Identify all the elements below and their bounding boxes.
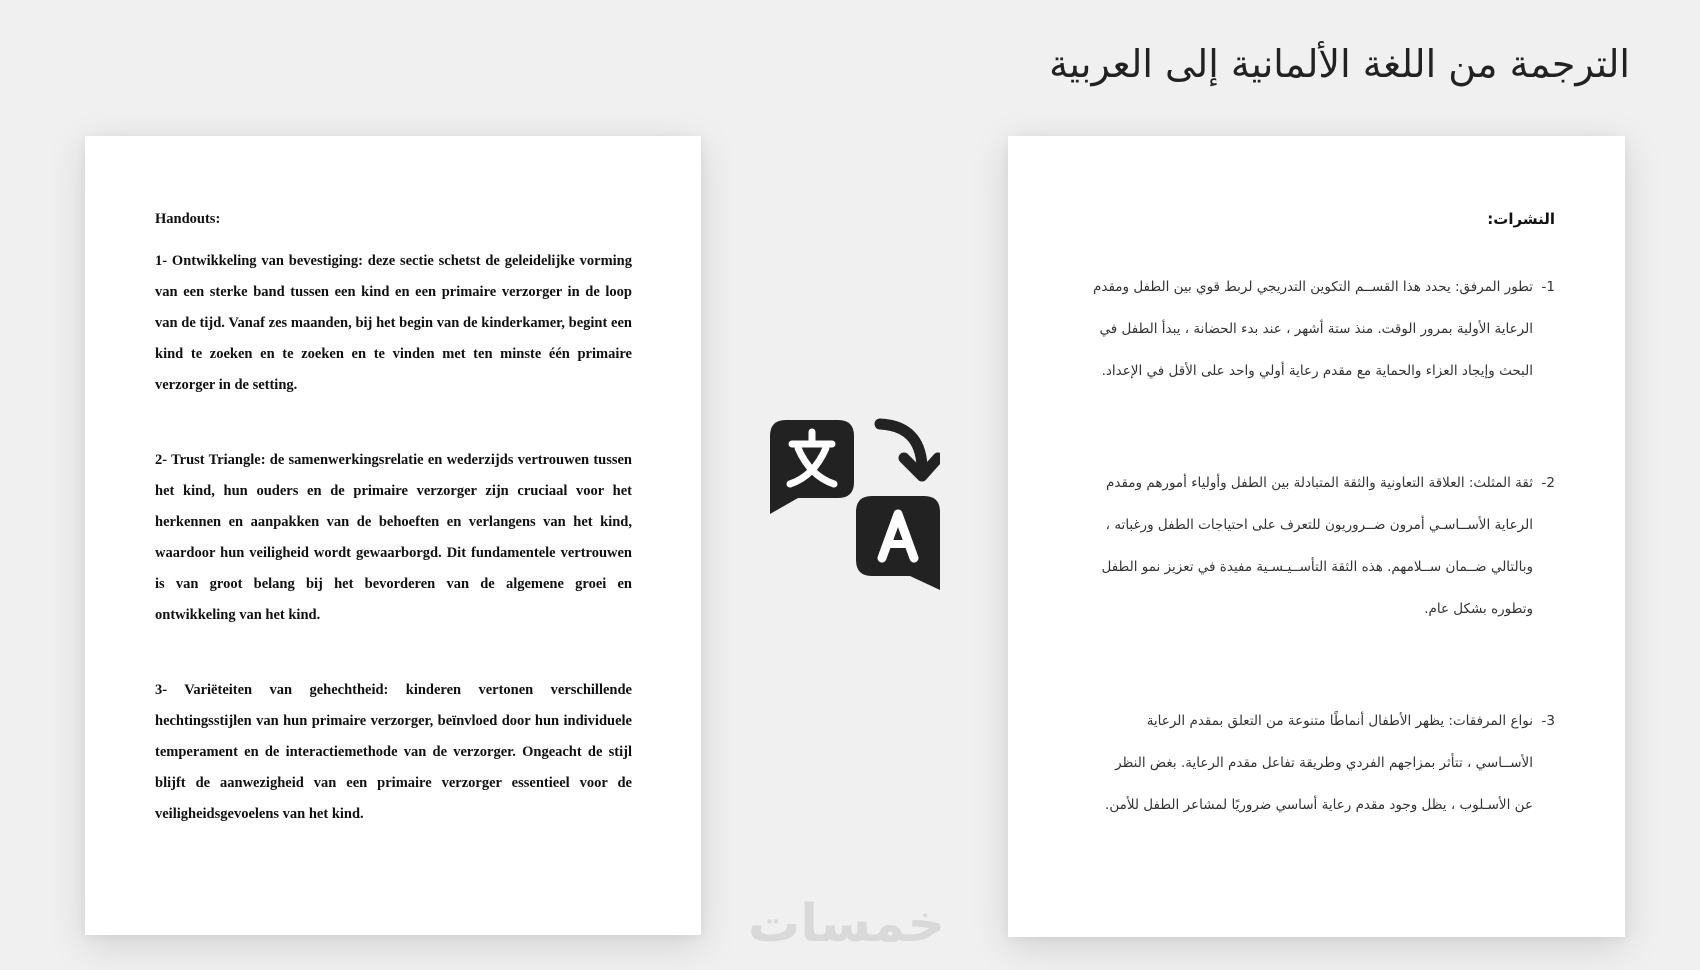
target-paragraph-3: [1078, 700, 1555, 826]
target-document: [1008, 136, 1625, 937]
page-title: الترجمة من اللغة الألمانية إلى العربية: [1049, 42, 1630, 86]
source-document: [85, 136, 701, 935]
target-paragraph-2: [1078, 462, 1555, 630]
target-paragraph-text: نواع المرفقات: يظهر الأطفال أنماطًا متنوعة من التعلق بمقدم الرعاية الأســاسي ، تتأثر بمزاجهم الفردي وطريقة تفاعل مقدم الرعاية. بغض النظر عن الأسـلوب ، يظل وجود مقدم رعاية أساسي ضروريًا لمشاعر الطفل للأمن.: [1105, 713, 1533, 813]
target-paragraph-number: 3-: [1541, 713, 1555, 729]
target-paragraph-number: 2-: [1541, 475, 1555, 491]
source-document-content: [155, 210, 632, 874]
watermark-logo: خمسات: [748, 894, 946, 954]
source-paragraph-3: 3- Variëteiten van gehechtheid: kinderen vertonen verschillende hechtingsstijlen van hun primaire verzorger, beïnvloed door hun individuele temperament en de interactiemethode van de verzorger. Ongeacht de stijl blijft de aanwezigheid van een primaire verzorger essentieel voor de veiligheidsgevoelens van het kind.: [155, 682, 632, 822]
target-paragraph-text: تطور المرفق: يحدد هذا القســم التكوين التدريجي لربط قوي بين الطفل ومقدم الرعاية الأولية بمرور الوقت. منذ ستة أشهر ، عند بدء الحضانة ، يبدأ الطفل في البحث وإيجاد العزاء والحماية مع مقدم رعاية أولي واحد على الأقل في الإعداد.: [1093, 279, 1533, 379]
target-paragraph-1: [1078, 266, 1555, 392]
target-paragraph-number: 1-: [1541, 279, 1555, 295]
source-paragraph-2: 2- Trust Triangle: de samenwerkingsrelatie en wederzijds vertrouwen tussen het kind, hun ouders en de primaire verzorger zijn cruciaal voor het herkennen en aanpakken van de behoeften en verlangens van het kind, waardoor hun veiligheid wordt gewaarborgd. Dit fundamentele vertrouwen is van groot belang bij het bevorderen van de algemene groei en ontwikkeling van het kind.: [155, 452, 632, 623]
source-paragraph-1: 1- Ontwikkeling van bevestiging: deze sectie schetst de geleidelijke vorming van een sterke band tussen een kind en een primaire verzorger in de loop van de tijd. Vanaf zes maanden, bij het begin van de kinderkamer, begint een kind te zoeken en te zoeken en te vinden met ten minste één primaire verzorger in de setting.: [155, 253, 632, 393]
target-paragraph-text: ثقة المثلث: العلاقة التعاونية والثقة المتبادلة بين الطفل وأولياء أمورهم ومقدم الرعاية الأســاسـي أمرون ضــروريون للتعرف على احتياجات الطفل ورغباته ، وبالتالي ضــمان ســلامهم. هذه الثقة التأســيـسـية مفيدة في تعزيز نمو الطفل وتطوره بشكل عام.: [1101, 475, 1533, 617]
target-document-content: [1078, 210, 1555, 896]
target-heading: النشرات:: [1487, 210, 1555, 228]
source-heading: Handouts:: [155, 211, 221, 227]
translate-icon: [768, 418, 940, 593]
